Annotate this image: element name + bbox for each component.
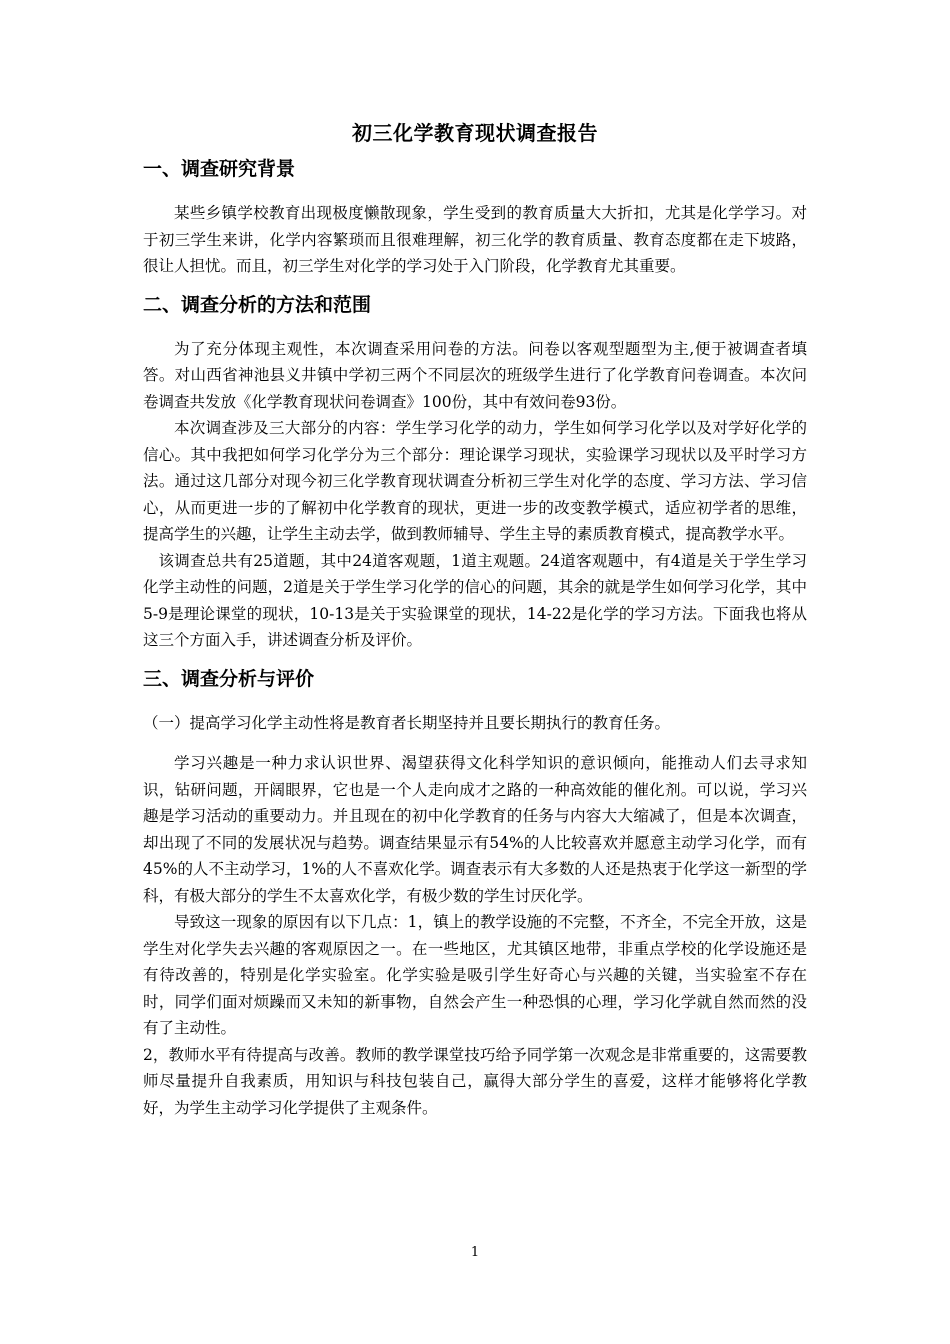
paragraph: 学习兴趣是一种力求认识世界、渴望获得文化科学知识的意识倾向，能推动人们去寻求知识，钻研问题，开阔眼界，它也是一个人走向成才之路的一种高效能的催化剂。可以说，学习兴趣是学习活动的重要动力。并且现在的初中化学教育的任务与内容大大缩减了，但是本次调查，却出现了不同的发展状况与趋势。调查结果显示有54%的人比较喜欢并愿意主动学习化学，而有45%的人不主动学习，1%的人不喜欢化学。调查表示有大多数的人还是热衷于化学这一新型的学科，有极大部分的学生不太喜欢化学，有极少数的学生讨厌化学。 — [143, 754, 807, 905]
section-heading-methods: 二、调查分析的方法和范围 — [143, 293, 372, 316]
section-heading-background: 一、调查研究背景 — [143, 158, 296, 180]
document-title: 初三化学教育现状调查报告 — [352, 121, 598, 145]
page-number: 1 — [470, 1245, 480, 1260]
paragraph: 本次调查涉及三大部分的内容：学生学习化学的动力，学生如何学习化学以及对学好化学的信心。其中我把如何学习化学分为三个部分：理论课学习现状，实验课学习现状以及平时学习方法。通过这几部分对现今初三化学教育现状调查分析初三学生对化学的态度、学习方法、学习信心，从而更进一步的了解初中化学教育的现状，更进一步的改变教学模式，适应初学者的思维，提高学生的兴趣，让学生主动去学，做到教师辅导、学生主导的素质教育模式，提高教学水平。 — [143, 419, 807, 543]
section-heading-analysis: 三、调查分析与评价 — [143, 667, 315, 690]
subsection-heading: （一）提高学习化学主动性将是教育者长期坚持并且要长期执行的教育任务。 — [143, 713, 671, 732]
paragraph: 某些乡镇学校教育出现极度懒散现象，学生受到的教育质量大大折扣，尤其是化学学习。对于初三学生来讲，化学内容繁琐而且很难理解，初三化学的教育质量、教育态度都在走下坡路，很让人担忧。而且，初三学生对化学的学习处于入门阶段，化学教育尤其重要。 — [143, 204, 807, 275]
paragraph: 该调查总共有25道题，其中24道客观题，1道主观题。24道客观题中，有4道是关于学生学习化学主动性的问题，2道是关于学生学习化学的信心的问题，其余的就是学生如何学习化学，其中5-9是理论课堂的现状，10-13是关于实验课堂的现状，14-22是化学的学习方法。下面我也将从这三个方面入手，讲述调查分析及评价。 — [143, 551, 807, 649]
paragraph: 2，教师水平有待提高与改善。教师的教学课堂技巧给予同学第一次观念是非常重要的，这需要教师尽量提升自我素质，用知识与科技包装自己，赢得大部分学生的喜爱，这样才能够将化学教好，为学生主动学习化学提供了主观条件。 — [143, 1045, 807, 1117]
paragraph: 为了充分体现主观性，本次调查采用问卷的方法。问卷以客观型题型为主,便于被调查者填答。对山西省神池县义井镇中学初三两个不同层次的班级学生进行了化学教育问卷调查。本次问卷调查共发放《化学教育现状问卷调查》100份，其中有效问卷93份。 — [143, 339, 807, 411]
document-body — [143, 118, 807, 1121]
paragraph: 导致这一现象的原因有以下几点：1，镇上的教学设施的不完整，不齐全，不完全开放，这是学生对化学失去兴趣的客观原因之一。在一些地区，尤其镇区地带，非重点学校的化学设施还是有待改善的，特别是化学实验室。化学实验是吸引学生好奇心与兴趣的关键，当实验室不存在时，同学们面对烦躁而又未知的新事物，自然会产生一种恐惧的心理，学习化学就自然而然的没有了主动性。 — [143, 913, 807, 1037]
